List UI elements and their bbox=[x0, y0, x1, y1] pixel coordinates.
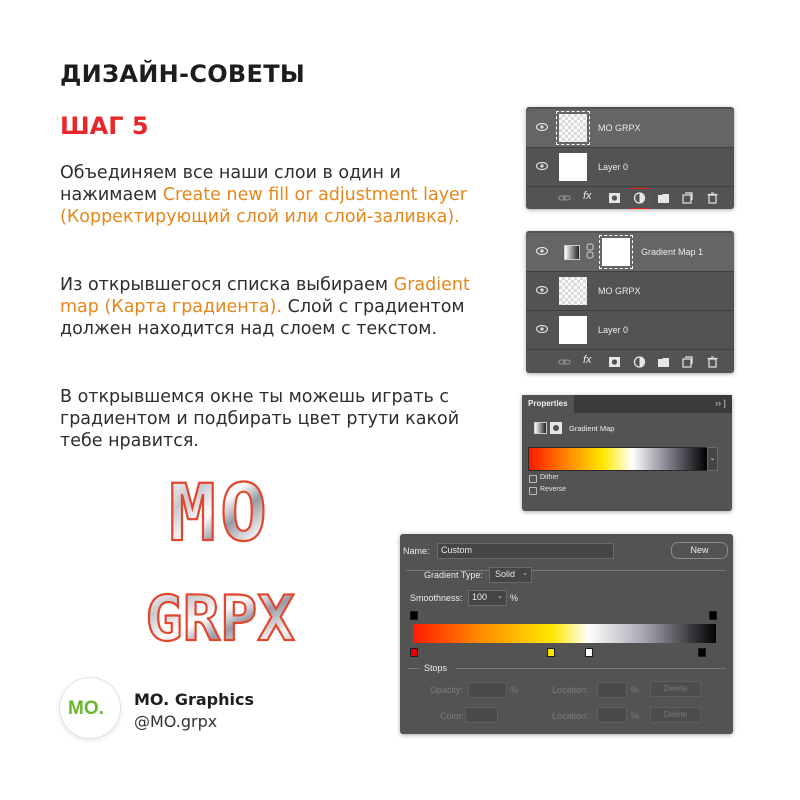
paragraph-text: Из открывшегося списка выбираем bbox=[60, 275, 394, 295]
eye-icon[interactable] bbox=[536, 123, 548, 131]
logo-text: MO. bbox=[68, 698, 104, 719]
gradient-bar[interactable] bbox=[413, 624, 716, 643]
divider bbox=[456, 668, 726, 669]
opacity-label: Opacity: bbox=[430, 685, 464, 695]
layers-panel-before bbox=[526, 107, 734, 209]
brand-name: MO. Graphics bbox=[134, 690, 254, 709]
layer-thumbnail bbox=[559, 316, 587, 344]
gradient-name-input[interactable] bbox=[437, 543, 614, 559]
brand-logo bbox=[60, 678, 120, 738]
gradient-name-value: Custom bbox=[441, 545, 473, 555]
color-stop[interactable] bbox=[410, 648, 418, 657]
layer-name: Layer 0 bbox=[598, 325, 629, 335]
panel-menu-icon[interactable]: ›› | bbox=[715, 398, 726, 408]
gradient-editor bbox=[400, 534, 733, 734]
properties-panel bbox=[522, 395, 732, 511]
new-button[interactable]: New bbox=[671, 542, 728, 559]
new-layer-icon[interactable] bbox=[681, 192, 694, 204]
layer-row-layer-0[interactable] bbox=[526, 148, 734, 187]
divider bbox=[408, 668, 419, 669]
highlight-gradient-map: Gradient map (Карта градиента). bbox=[60, 275, 470, 317]
eye-icon[interactable] bbox=[536, 162, 548, 170]
paragraph-text: Слой с градиентом должен находится над слоем с текстом. bbox=[60, 297, 465, 339]
chevron-down-icon[interactable]: ⌄ bbox=[497, 593, 503, 600]
adjustment-layer-icon[interactable] bbox=[633, 192, 646, 204]
color-location-input[interactable] bbox=[597, 707, 627, 723]
new-layer-icon[interactable] bbox=[681, 356, 694, 368]
smoothness-input[interactable] bbox=[468, 590, 507, 606]
gradient-type-value: Solid bbox=[495, 569, 516, 579]
trash-icon[interactable] bbox=[706, 192, 719, 204]
percent-label: % bbox=[631, 685, 640, 695]
layers-panel-after bbox=[526, 231, 734, 373]
folder-icon[interactable] bbox=[657, 192, 670, 204]
reverse-checkbox[interactable] bbox=[529, 487, 537, 495]
smoothness-label: Smoothness: bbox=[410, 593, 463, 603]
gradient-map-adjustment-icon bbox=[564, 245, 580, 260]
color-swatch[interactable] bbox=[465, 707, 498, 723]
location-label: Location: bbox=[552, 711, 589, 721]
chevron-down-icon: ⌄ bbox=[522, 570, 528, 577]
mask-icon[interactable] bbox=[608, 356, 621, 368]
brand-handle: @MO.grpx bbox=[134, 712, 218, 731]
paragraph-merge-layers bbox=[60, 162, 480, 228]
layer-name: Layer 0 bbox=[598, 162, 629, 172]
tab-properties[interactable]: Properties bbox=[522, 395, 574, 413]
layers-toolbar bbox=[526, 187, 734, 209]
art-line-grpx: GRPX bbox=[145, 582, 295, 655]
layer-row-gradient-map[interactable] bbox=[526, 233, 734, 272]
adjustment-layer-icon[interactable] bbox=[633, 356, 646, 368]
paragraph-play-gradient: В открывшемся окне ты можешь играть с градиентом и подбирать цвет ртути какой тебе нравится. bbox=[60, 387, 460, 451]
layer-row-mo-grpx[interactable] bbox=[526, 109, 734, 148]
dither-label: Dither bbox=[540, 474, 559, 481]
opacity-input[interactable] bbox=[468, 682, 507, 698]
delete-opacity-stop-button[interactable]: Delete bbox=[650, 681, 701, 697]
page-title: ДИЗАЙН-СОВЕТЫ bbox=[60, 60, 306, 88]
paragraph-gradient-map bbox=[60, 274, 480, 340]
layer-name: MO GRPX bbox=[598, 123, 641, 133]
layer-row-layer-0[interactable] bbox=[526, 311, 734, 350]
color-stop[interactable] bbox=[547, 648, 555, 657]
smoothness-unit: % bbox=[510, 593, 519, 603]
fx-icon[interactable]: fx bbox=[583, 190, 592, 202]
layer-mask-thumbnail bbox=[602, 238, 630, 266]
eye-icon[interactable] bbox=[536, 247, 548, 255]
percent-label: % bbox=[631, 711, 640, 721]
highlight-create-fill-layer: Create new fill or adjustment layer (Корректирующий слой или слой-заливка). bbox=[60, 185, 467, 227]
opacity-location-input[interactable] bbox=[597, 682, 627, 698]
layer-name: Gradient Map 1 bbox=[641, 247, 704, 257]
fx-icon[interactable]: fx bbox=[583, 354, 592, 366]
smoothness-value: 100 bbox=[472, 592, 488, 602]
opacity-stop[interactable] bbox=[410, 611, 418, 620]
mo-grpx-chrome-art bbox=[118, 462, 323, 672]
art-line-mo: MO bbox=[169, 469, 271, 559]
color-stop[interactable] bbox=[585, 648, 593, 657]
link-icon[interactable] bbox=[558, 192, 571, 204]
trash-icon[interactable] bbox=[706, 356, 719, 368]
mask-icon[interactable] bbox=[608, 192, 621, 204]
layer-name: MO GRPX bbox=[598, 286, 641, 296]
dropdown-icon[interactable]: ⌄ bbox=[707, 447, 718, 471]
link-icon[interactable] bbox=[558, 356, 571, 368]
properties-header bbox=[522, 395, 732, 413]
chain-icon[interactable] bbox=[586, 243, 594, 259]
gradient-type-label: Gradient Type: bbox=[424, 570, 483, 580]
gradient-preview-bar[interactable] bbox=[528, 447, 708, 471]
reverse-label: Reverse bbox=[540, 486, 567, 493]
color-label: Color: bbox=[440, 711, 465, 721]
folder-icon[interactable] bbox=[657, 356, 670, 368]
layer-thumbnail bbox=[559, 114, 587, 142]
location-label: Location: bbox=[552, 685, 589, 695]
step-heading: ШАГ 5 bbox=[60, 112, 149, 140]
layer-thumbnail bbox=[559, 153, 587, 181]
adjustment-name: Gradient Map bbox=[569, 424, 615, 433]
delete-color-stop-button[interactable]: Delete bbox=[650, 707, 701, 723]
eye-icon[interactable] bbox=[536, 286, 548, 294]
eye-icon[interactable] bbox=[536, 325, 548, 333]
name-label: Name: bbox=[403, 546, 430, 556]
color-stop[interactable] bbox=[698, 648, 706, 657]
opacity-stop[interactable] bbox=[709, 611, 717, 620]
layers-toolbar bbox=[526, 351, 734, 373]
gradient-map-adjustment-icon bbox=[534, 422, 547, 434]
gradient-type-select[interactable] bbox=[489, 567, 532, 583]
stops-label: Stops bbox=[424, 663, 448, 673]
layer-row-mo-grpx[interactable] bbox=[526, 272, 734, 311]
percent-label: % bbox=[510, 685, 519, 695]
layer-thumbnail bbox=[559, 277, 587, 305]
paragraph-text: Объединяем все наши слои в один и нажимаем bbox=[60, 163, 401, 205]
mask-icon[interactable] bbox=[550, 422, 562, 434]
dither-checkbox[interactable] bbox=[529, 475, 537, 483]
